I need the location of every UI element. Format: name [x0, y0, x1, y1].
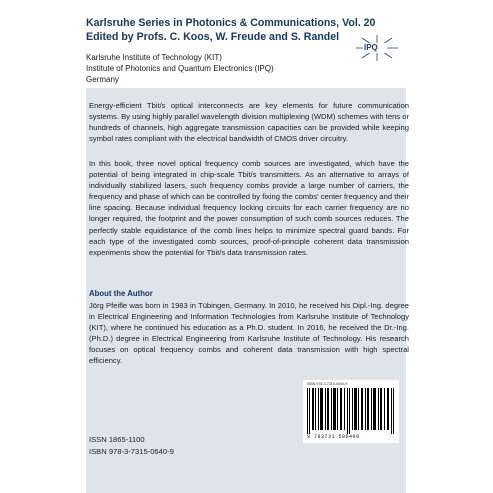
- barcode-bars-icon: [307, 388, 395, 434]
- issn-number: ISSN 1865-1100: [89, 435, 145, 444]
- institute-line-3: Germany: [86, 75, 119, 84]
- ipq-logo-text: IPQ: [364, 43, 378, 52]
- about-author-text: Jörg Pfeifle was born in 1983 in Tübingen, Germany. In 2010, he received his Dipl.-Ing. degree in Electrical Engineering and Information Technologies from Karlsruhe Institute of Technology (KIT), where he continued his education as a Ph.D. student. In 2016, he received the Dr.-Ing. (Ph.D.) degree in Electrical Engineering from Karlsruhe Institute of Technology. His research focuses on optical frequency combs and coherent data transmission with high spectral efficiency.: [89, 301, 409, 366]
- about-author-heading: About the Author: [89, 289, 153, 298]
- ipq-logo: [354, 34, 400, 62]
- series-editors-line: Edited by Profs. C. Koos, W. Freude and S. Randel: [86, 31, 340, 43]
- description-paragraph-2: In this book, three novel optical frequency comb sources are investigated, which have the potential of being integrated in chip-scale Tbit/s transmitters. As an alternative to arrays of individually stabilized lasers, such frequency combs provide a large number of carriers, the frequency and phase of which can be controlled by fixing the combs' center frequency and their line spacing. Because individual frequency locking circuits for each carrier frequency are no longer required, the footprint and the power consumption of such comb sources reduces. The perfectly stable equidistance of the comb lines helps to minimize spectral guard bands. For each type of the investigated comb sources, proof-of-principle coherent data transmission experiments show the potential for Tbit/s data transmission rates.: [89, 159, 409, 257]
- series-title-line-1: Karlsruhe Series in Photonics & Communications, Vol. 20: [86, 17, 376, 29]
- isbn-barcode: [303, 380, 399, 443]
- institute-line-1: Karlsruhe Institute of Technology (KIT): [86, 53, 222, 62]
- description-paragraph-1: Energy-efficient Tbit/s optical interconnects are key elements for future communication systems. By using highly parallel wavelength division multiplexing (WDM) schemes with tens or hundreds of channels, high aggregate transmission capacities can be provided while keeping symbol rates compliant with the electrical bandwidth of CMOS driver circuitry.: [89, 101, 409, 144]
- institute-address: [86, 52, 346, 85]
- isbn-number: ISBN 978-3-7315-0640-9: [89, 447, 174, 456]
- barcode-caption: ISBN 978-3-7315-0640-9: [307, 382, 348, 386]
- institute-line-2: Institute of Photonics and Quantum Electronics (IPQ): [86, 64, 274, 73]
- barcode-number: 9 783731 506409: [307, 434, 360, 440]
